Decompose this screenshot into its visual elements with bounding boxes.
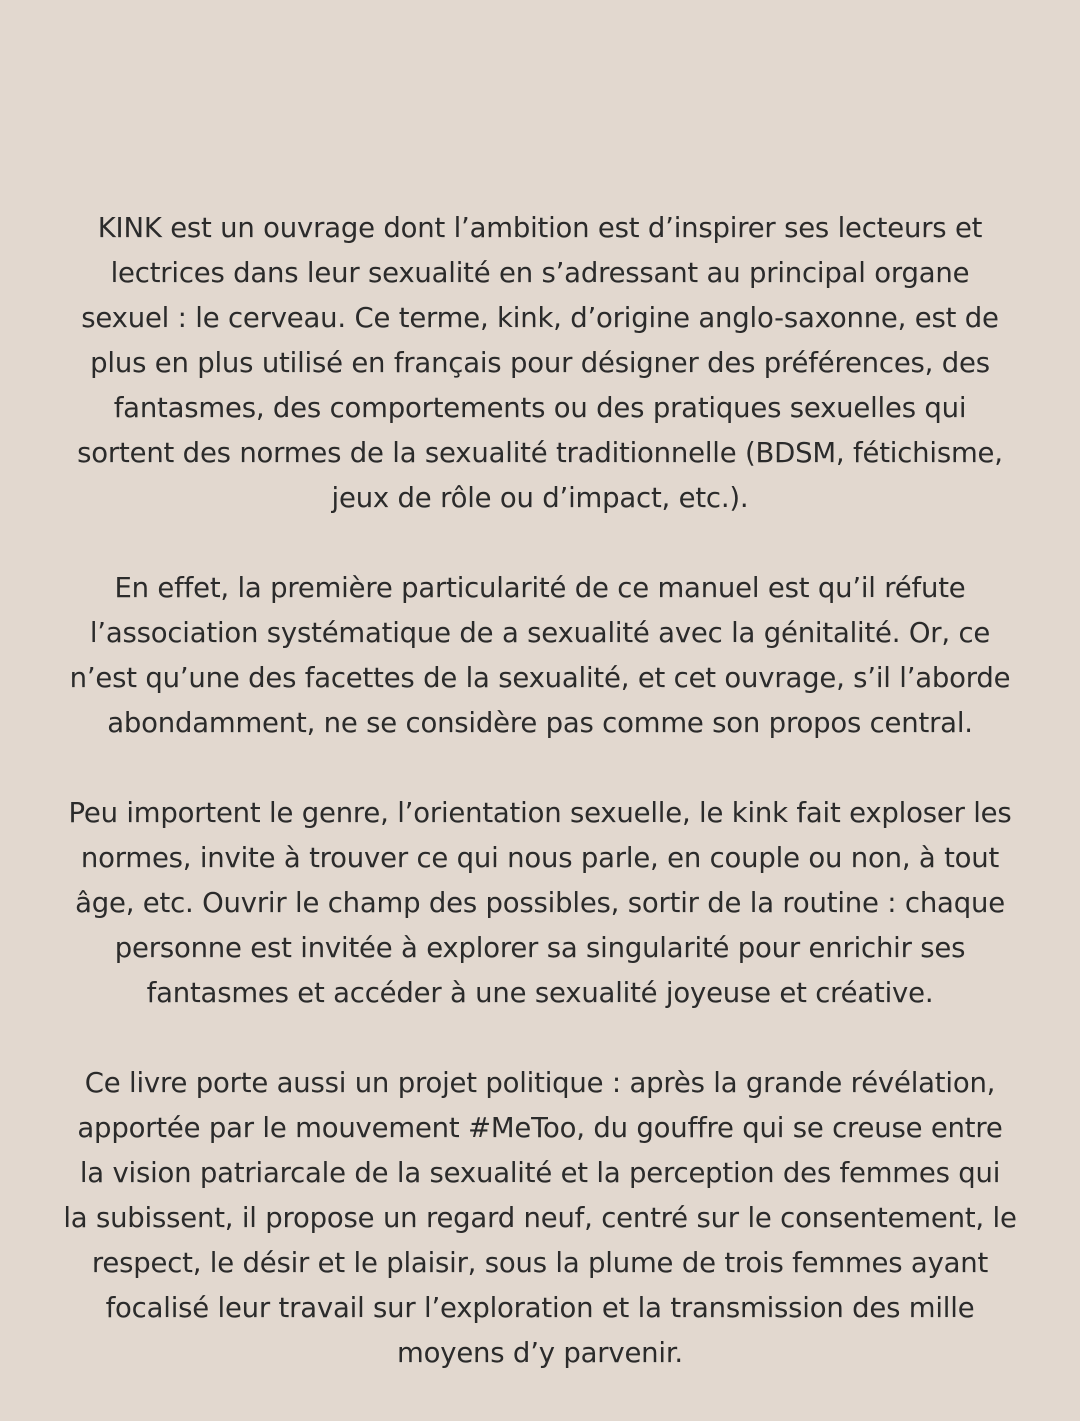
body-text: [60, 161, 1020, 1421]
paragraph-political: Ce livre porte aussi un projet politique : après la grande révélation, apportée par le mouvement #MeToo, du gouffre qui se creuse entre la vision patriarcale de la sexualité et la perception des femmes qui la subissent, il propose un regard neuf, centré sur le consentement, le respect, le désir et le plaisir, sous la plume de trois femmes ayant focalisé leur travail sur l’exploration et la transmission des mille moyens d’y parvenir.: [63, 1067, 1017, 1369]
paragraph-intro: KINK est un ouvrage dont l’ambition est d’inspirer ses lecteurs et lectrices dans leur sexualité en s’adressant au principal organe sexuel : le cerveau. Ce terme, kink, d’origine anglo-saxonne, est de plus en plus utilisé en français pour désigner des préférences, des fantasmes, des comportements ou des pratiques sexuelles qui sortent des normes de la sexualité traditionnelle (BDSM, fétichisme, jeux de rôle ou d’impact, etc.).: [77, 212, 1003, 514]
paragraph-inclusivity: Peu importent le genre, l’orientation sexuelle, le kink fait exploser les normes, invite à trouver ce qui nous parle, en couple ou non, à tout âge, etc. Ouvrir le champ des possibles, sortir de la routine : chaque personne est invitée à explorer sa singularité pour enrichir ses fantasmes et accéder à une sexualité joyeuse et créative.: [68, 797, 1012, 1009]
paragraph-particularity: En effet, la première particularité de ce manuel est qu’il réfute l’association systématique de a sexualité avec la génitalité. Or, ce n’est qu’une des facettes de la sexualité, et cet ouvrage, s’il l’aborde abondamment, ne se considère pas comme son propos central.: [69, 572, 1011, 739]
